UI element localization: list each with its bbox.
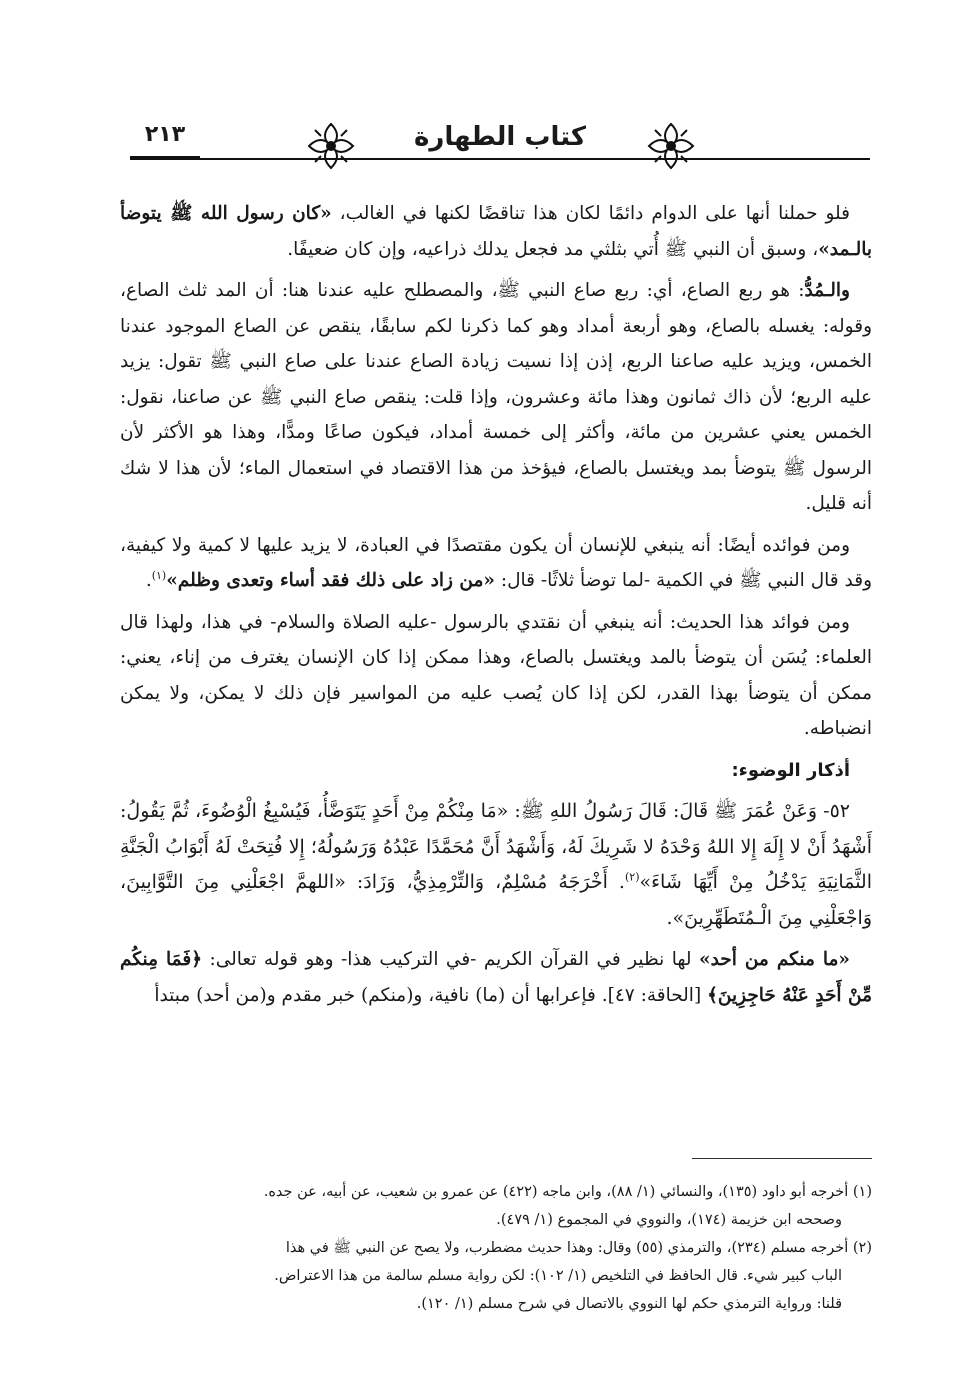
- chapter-title: كتاب الطهارة: [414, 122, 586, 152]
- main-text: [120, 196, 872, 1019]
- footnotes: [120, 1178, 872, 1318]
- footnote-1: (١) أخرجه أبو داود (١٣٥)، والنسائي (١/ ٨٨)، وابن ماجه (٤٢٢) عن عمرو بن شعيب، عن أبيه، عن جده.: [263, 1184, 872, 1200]
- text-span: لها نظير في القرآن الكريم -في التركيب هذا- وهو قوله تعالى:: [202, 949, 699, 970]
- paragraph: ومن فوائد هذا الحديث: أنه ينبغي أن نقتدي بالرسول -عليه الصلاة والسلام- في هذا، ولهذا قال العلماء: يُسَن أن يتوضأ بالمد ويغتسل بالصاع، وهذا ممكن إذا كان الإنسان يغترف من إناء، يعني: ممكن أن يتوضأ بهذا القدر، لكن إذا كان يُصب عليه من المواسير فإن ذلك لا يمكن، ولا يمكن انضباطه.: [120, 611, 872, 739]
- hadith-quote: «من زاد على ذلك فقد أساء وتعدى وظلم»: [166, 570, 495, 591]
- footnote-2: (٢) أخرجه مسلم (٢٣٤)، والترمذي (٥٥) وقال: وهذا حديث مضطرب، ولا يصح عن النبي ﷺ في هذا: [285, 1240, 872, 1256]
- footnote-ref[interactable]: (١): [151, 568, 167, 582]
- text-span: فلو حملنا أنها على الدوام دائمًا لكان هذا تناقضًا لكنها في الغالب،: [331, 203, 850, 224]
- text-span: ومن فوائده أيضًا: أنه ينبغي للإنسان أن يكون مقتصدًا في العبادة، لا يزيد عليها لا كمية ولا كيفية، وقد قال النبي ﷺ في الكمية -لما توضأ ثلاثًا- قال:: [120, 534, 872, 591]
- page-header: [130, 118, 870, 178]
- paragraph: [120, 942, 872, 1013]
- hadith-quote: «كان رسول الله ﷺ يتوضأ بالـمد»: [120, 203, 872, 260]
- paragraph: [120, 196, 872, 267]
- footnote-rule: [692, 1158, 872, 1159]
- page-number-underline: [130, 156, 200, 158]
- footnote-2-cont: قلنا: ورواية الترمذي حكم لها النووي بالاتصال في شرح مسلم (١/ ١٢٠).: [416, 1296, 842, 1312]
- paragraph: [120, 273, 872, 522]
- term: والـمُدُّ: [804, 280, 850, 301]
- paragraph: [120, 528, 872, 599]
- quran-verse: ﴿فَمَا مِنكُم مِّنْ أَحَدٍ عَنْهُ حَاجِزِينَ﴾: [120, 949, 872, 1006]
- section-heading: أذكار الوضوء:: [731, 759, 850, 781]
- text-span: : هو ربع الصاع، أي: ربع صاع النبي ﷺ، والمصطلح عليه عندنا هنا: أن المد ثلث الصاع، وقوله: يغسله بالصاع، وهو أربعة أمداد وهو كما ذكرنا لكم سابقًا، ينقص عن الصاع الموجود عندنا الخمس، ويزيد عليه صاعنا الربع، إذن إذا نسيت زيادة الصاع عندنا على صاع النبي ﷺ تقول: يزيد عليه الربع؛ لأن ذاك ثمانون وهذا مائة وعشرون، وإذا قلت: ينقص صاع النبي ﷺ عن صاعنا، نقول: الخمس يعني عشرين من مائة، وأكثر إلى خمسة أمداد، فيكون صاعًا ومدًّا، وهذا هو الأكثر لأن الرسول ﷺ يتوضأ بمد ويغتسل بالصاع، فيؤخذ من هذا الاقتصاد في استعمال الماء؛ لأن هذا لا شك أنه قليل.: [120, 280, 872, 514]
- page-number: ٢١٣: [144, 122, 186, 147]
- hadith-text: [120, 794, 872, 936]
- footnote-2-cont: الباب كبير شيء. قال الحافظ في التلخيص (١/ ١٠٢): لكن رواية مسلم سالمة من هذا الاعتراض.: [274, 1268, 842, 1284]
- footnote-1-cont: وصححه ابن خزيمة (١٧٤)، والنووي في المجموع (١/ ٤٧٩).: [496, 1212, 842, 1228]
- footnote-ref[interactable]: (٢): [624, 870, 640, 884]
- text-span: .: [145, 570, 152, 591]
- floral-ornament-icon: [305, 120, 357, 172]
- header-rule: [130, 158, 870, 160]
- floral-ornament-icon: [645, 120, 697, 172]
- text-span: . أَخْرَجَهُ مُسْلِمٌ، وَالتِّرْمِذِيُّ، وَزَادَ: «اللهمَّ اجْعَلْنِي مِنَ التَّوَّابِينَ، وَاجْعَلْنِي مِنَ الْـمُتَطَهِّرِينَ».: [120, 871, 872, 929]
- text-span: ، وسبق أن النبي ﷺ أُتي بثلثي مد فجعل يدلك ذراعيه، وإن كان ضعيفًا.: [287, 238, 819, 260]
- text-span: [الحاقة: ٤٧]. فإعرابها أن (ما) نافية، و(منكم) خبر مقدم و(من أحد) مبتدأ: [154, 984, 708, 1006]
- hadith-quote: «ما منكم من أحد»: [699, 949, 850, 970]
- text-span: ٥٢- وَعَنْ عُمَرَ ﷺ قَالَ: قَالَ رَسُولُ اللهِ ﷺ: «مَا مِنْكُمْ مِنْ أَحَدٍ يَتَوَضَّأُ، فَيُسْبِغُ الْوُضُوءَ، ثُمَّ يَقُولُ: أَشْهَدُ أَنْ لا إِلَهَ إِلا اللهُ وَحْدَهُ لا شَرِيكَ لَهُ، وَأَشْهَدُ أَنَّ مُحَمَّدًا عَبْدُهُ وَرَسُولُهُ؛ إِلا فُتِحَتْ لَهُ أَبْوَابُ الْجَنَّةِ الثَّمَانِيَةِ يَدْخُلُ مِنْ أَيِّهَا شَاءَ»: [120, 800, 873, 893]
